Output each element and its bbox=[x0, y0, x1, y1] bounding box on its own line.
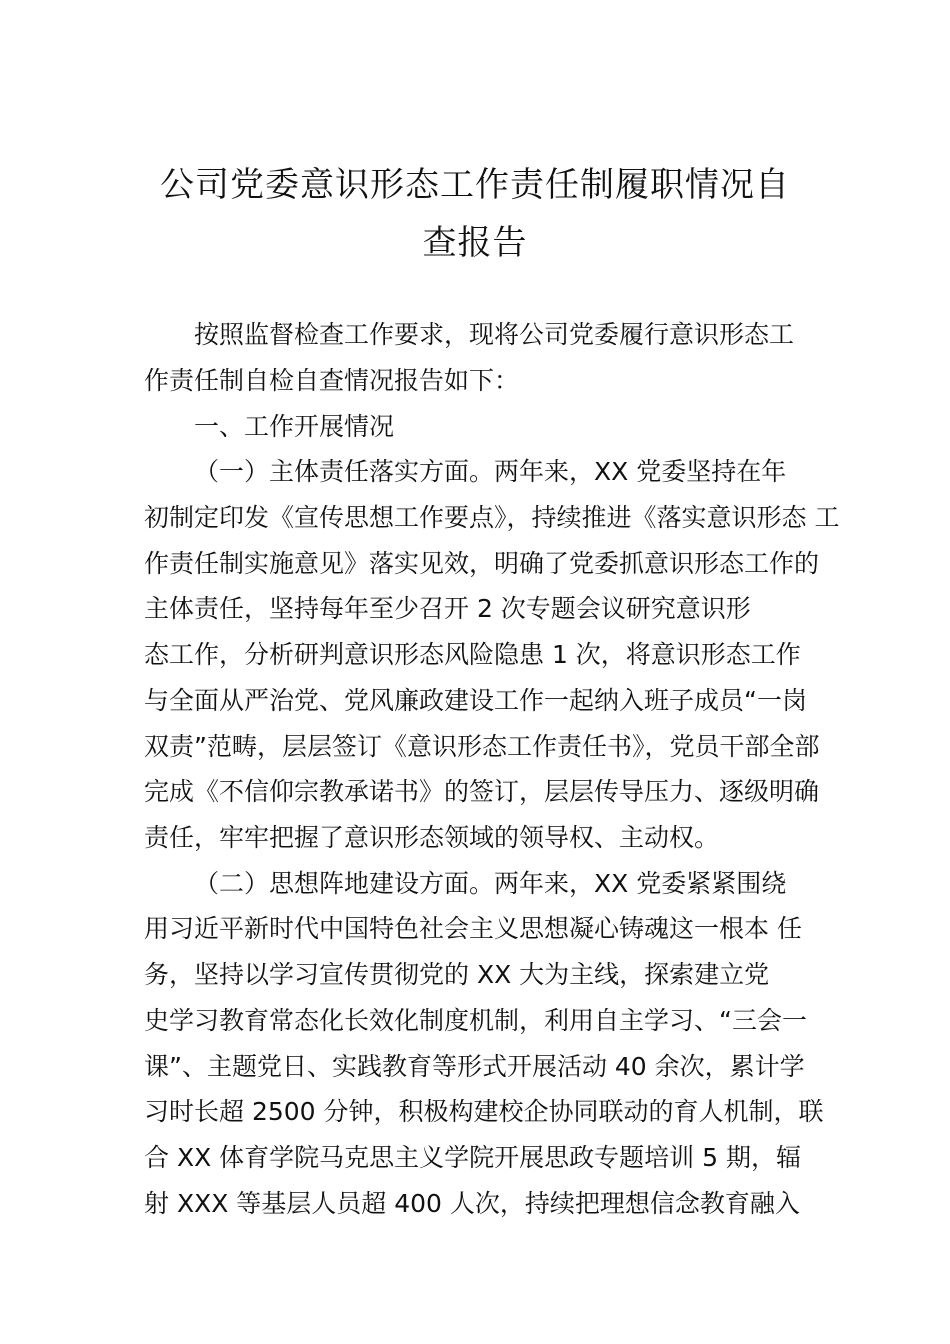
paragraph-line: 务，坚持以学习宣传贯彻党的 XX 大为主线，探索建立党 bbox=[144, 960, 770, 989]
paragraph-line: 课”、主题党日、实践教育等形式开展活动 40 余次，累计学 bbox=[144, 1052, 805, 1081]
paragraph-line: 习时长超 2500 分钟，积极构建校企协同联动的育人机制，联 bbox=[144, 1097, 824, 1126]
paragraph-line: 作责任制实施意见》落实见效，明确了党委抓意识形态工作的 bbox=[144, 549, 820, 578]
paragraph-line: 与全面从严治党、党风廉政建设工作一起纳入班子成员“一岗 bbox=[144, 686, 807, 715]
paragraph-line: 作责任制自检自查情况报告如下： bbox=[144, 366, 520, 395]
section-heading: 一、工作开展情况 bbox=[194, 412, 395, 441]
document-title-line-1: 公司党委意识形态工作责任制履职情况自 bbox=[160, 165, 790, 205]
paragraph-line: 双责”范畴，层层签订《意识形态工作责任书》，党员干部全部 bbox=[144, 732, 820, 761]
paragraph-line: 态工作，分析研判意识形态风险隐患 1 次，将意识形态工作 bbox=[144, 640, 801, 669]
paragraph-line: 史学习教育常态化长效化制度机制，利用自主学习、“三会一 bbox=[144, 1006, 807, 1035]
paragraph-line: 责任，牢牢把握了意识形态领域的领导权、主动权。 bbox=[144, 823, 720, 852]
paragraph-line: 主体责任，坚持每年至少召开 2 次专题会议研究意识形 bbox=[144, 594, 751, 623]
paragraph-line: 射 XXX 等基层人员超 400 人次，持续把理想信念教育融入 bbox=[144, 1189, 800, 1218]
paragraph-line: 按照监督检查工作要求，现将公司党委履行意识形态工 bbox=[194, 320, 795, 349]
paragraph-line: 完成《不信仰宗教承诺书》的签订，层层传导压力、逐级明确 bbox=[144, 777, 820, 806]
document-title-line-2: 查报告 bbox=[422, 223, 528, 263]
paragraph-line: 用习近平新时代中国特色社会主义思想凝心铸魂这一根本 任 bbox=[144, 914, 802, 943]
paragraph-line: 合 XX 体育学院马克思主义学院开展思政专题培训 5 期，辐 bbox=[144, 1143, 801, 1172]
paragraph-line: 初制定印发《宣传思想工作要点》，持续推进《落实意识形态 工 bbox=[144, 503, 840, 532]
paragraph-line: （二）思想阵地建设方面。两年来，XX 党委紧紧围绕 bbox=[194, 869, 787, 898]
paragraph-line: （一）主体责任落实方面。两年来，XX 党委坚持在年 bbox=[194, 457, 787, 486]
